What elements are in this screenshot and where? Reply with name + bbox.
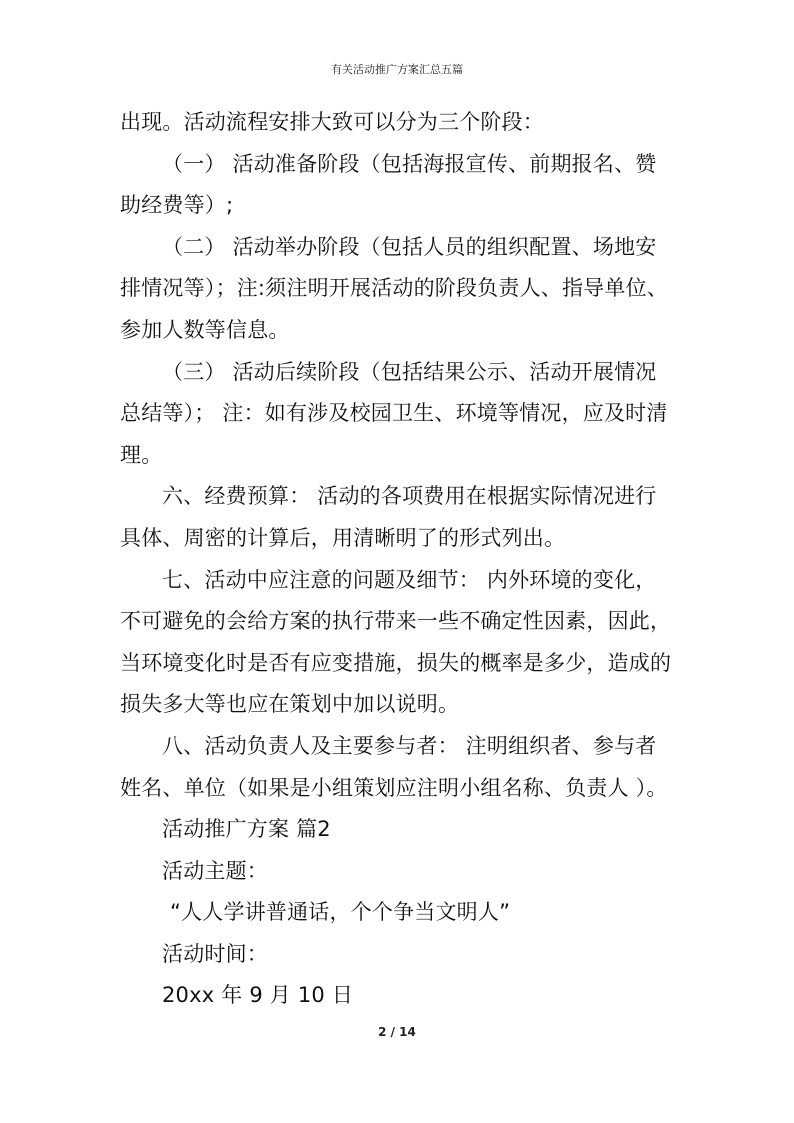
text-line: 助经费等）; [120,193,234,218]
text-line: 活动时间： [162,941,268,966]
text-line: 出现。活动流程安排大致可以分为三个阶段： [120,110,544,134]
text-line: 具体、周密的计算后，用清晰明了的形式列出。 [120,525,566,550]
document-body [120,102,680,1017]
text-line: 活动主题： [162,858,268,883]
text-line: 当环境变化时是否有应变措施，损失的概率是多少，造成的 [120,650,672,675]
text-line: （二） 活动举办阶段（包括人员的组织配置、场地安 [162,234,657,259]
text-line: 七、活动中应注意的问题及细节： 内外环境的变化， [162,567,657,592]
text-line: 不可避免的会给方案的执行带来一些不确定性因素，因此， [120,609,672,634]
text-line: “人人学讲普通话，个个争当文明人” [170,900,511,925]
text-line: 损失多大等也应在策划中加以说明。 [120,692,460,717]
section-heading: 活动推广方案 篇2 [162,817,331,842]
text-line: 八、活动负责人及主要参与者： 注明组织者、参与者 [162,733,657,758]
text-line: 姓名、单位（如果是小组策划应注明小组名称、负责人 ）。 [120,775,668,800]
text-line: （一） 活动准备阶段（包括海报宣传、前期报名、赞 [162,151,657,176]
page-header-title: 有关活动推广方案汇总五篇 [331,63,463,76]
text-line: 20xx 年 9 月 10 日 [162,983,354,1008]
text-line: 参加人数等信息。 [120,317,290,342]
text-line: （三） 活动后续阶段（包括结果公示、活动开展情况 [162,359,657,384]
text-line: 总结等）； 注：如有涉及校园卫生、环境等情况，应及时清 [120,401,668,426]
text-line: 理。 [120,442,163,467]
page-number: 2 / 14 [378,1025,416,1039]
text-line: 排情况等）；注:须注明开展活动的阶段负责人、指导单位、 [120,276,668,301]
text-line: 六、经费预算： 活动的各项费用在根据实际情况进行 [162,484,657,509]
